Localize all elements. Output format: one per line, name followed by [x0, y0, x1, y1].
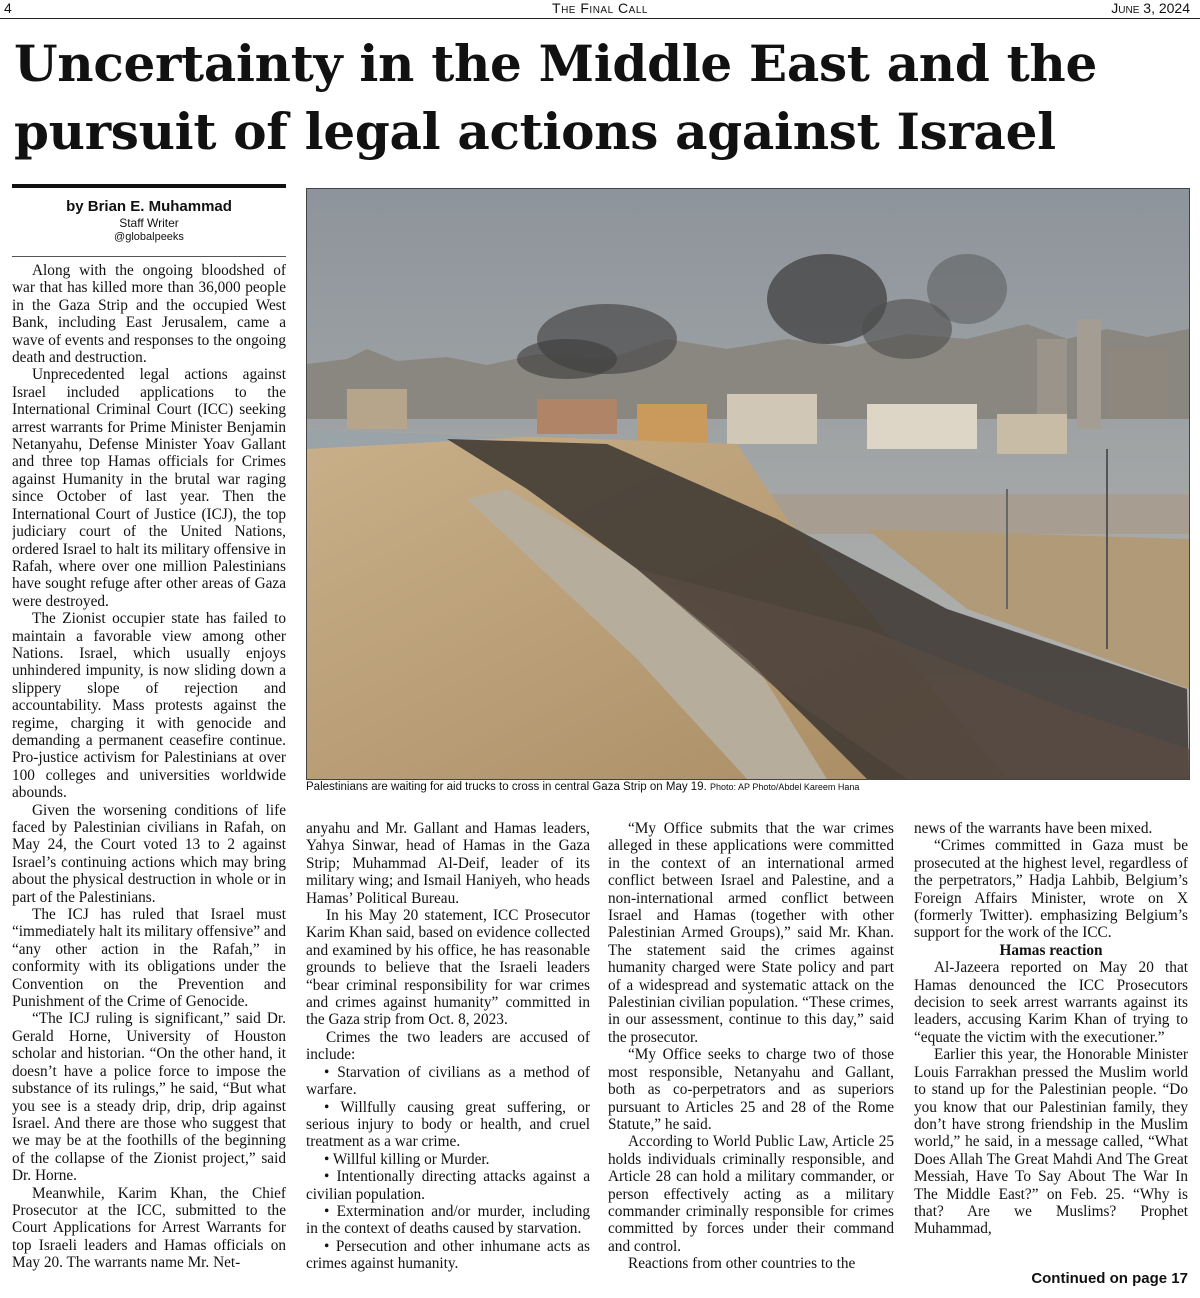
paragraph: Reactions from other countries to the — [628, 1255, 856, 1273]
page-number: 4 — [4, 0, 12, 16]
list-item: • Starvation of civilians as a method of warfare. — [306, 1063, 590, 1099]
paragraph: According to World Public Law, Article 25 holds individuals criminally responsible, and Article 28 can hold a military commander, or person effectively acting as a military commander criminally responsible for crimes committed by forces under their command and control. — [608, 1133, 894, 1255]
author-role: Staff Writer — [119, 216, 179, 230]
paragraph: Earlier this year, the Honorable Minister Louis Farrakhan pressed the Muslim world to stand up for the Palestinian people. “Do you know that our Palestinian family, they don’t have strong friendship in the Muslim world,” he said, in a message called, “What Does Allah The Great Mahdi And The Great Messiah, Have To Say About The War In The Middle East?” on Feb. 25. “Why is that? Are we Muslims? Prophet Muhammad, — [914, 1046, 1188, 1238]
list-item: • Persecution and other inhumane acts as crimes against humanity. — [306, 1237, 590, 1273]
photo-caption — [306, 781, 1188, 793]
photo-credit: Photo: AP Photo/Abdel Kareem Hana — [709, 782, 860, 792]
article-column-1 — [12, 262, 286, 1292]
list-item: • Extermination and/or murder, including in the context of deaths caused by starvation. — [306, 1202, 590, 1238]
paragraph: The Zionist occupier state has failed to maintain a favorable view among other Nations. Israel, which usually enjoys unhindered impunity, is now sliding down a slippery slope of rejection and accountability. Mass protests against the regime, charging it with genocide and demanding a permanent ceasefire continue. Pro-justice activism for Palestinians at over 100 colleges and universities worldwide abounds. — [12, 610, 286, 802]
paragraph: Given the worsening conditions of life faced by Palestinian civilians in Rafah, on May 24, the Court voted 13 to 2 against Israel’s continuing actions which may bring about the physical destruction in whole or in part of the Palestinians. — [12, 801, 286, 906]
paragraph: Al-Jazeera reported on May 20 that Hamas denounced the ICC Prosecutors decision to seek arrest warrants against its leaders, accusing Karim Khan of trying to “equate the victim with the executioner.” — [914, 959, 1188, 1046]
list-item: • Willful killing or Murder. — [324, 1150, 490, 1168]
subheading: Hamas reaction — [999, 941, 1103, 959]
caption-text: Palestinians are waiting for aid trucks to cross in central Gaza Strip on May 19. — [306, 781, 707, 793]
author-name: by Brian E. Muhammad — [66, 198, 232, 215]
news-photo — [306, 188, 1190, 780]
paragraph: “My Office submits that the war crimes alleged in these applications were committed in the context of an international armed conflict between Israel and Palestine, and a non-international armed conflict between Israel and Hamas (together with other Palestinian Armed Groups),” said Mr. Khan. The statement said the crimes against humanity charged were State policy and part of a widespread and systematic attack on the Palestinian civilian population. “These crimes, in our assessment, continue to this day,” said the prosecutor. — [608, 820, 894, 1046]
paragraph: Unprecedented legal actions against Israel included applications to the International Criminal Court (ICC) seeking arrest warrants for Prime Minister Benjamin Netanyahu, Defense Minister Yoav Gallant and three top Hamas officials for Crimes against Humanity in the brutal war raging since October of last year. Then the International Court of Justice (ICJ), the top judiciary court of the United Nations, ordered Israel to halt its military offensive in Rafah, where over one million Palestinians have sought refuge after other areas of Gaza were destroyed. — [12, 366, 286, 610]
article-column-2 — [306, 820, 590, 1290]
paragraph: The ICJ has ruled that Israel must “immediately halt its military offensive” and “any other action in the Rafah,” in conformity with its obligations under the Convention on the Prevention and Punishment of the Crime of Genocide. — [12, 906, 286, 1011]
list-item: • Willfully causing great suffering, or serious injury to body or health, and cruel treatment as a war crime. — [306, 1098, 590, 1151]
paragraph: Crimes the two leaders are accused of include: — [306, 1028, 590, 1064]
headline: Uncertainty in the Middle East and the pursuit of legal actions against Israel — [14, 34, 1097, 161]
byline — [12, 184, 286, 257]
paragraph: anyahu and Mr. Gallant and Hamas leaders, Yahya Sinwar, head of Hamas in the Gaza Strip; Muhammad Al-Deif, leader of its military wing; and Ismail Haniyeh, who heads Hamas’ Political Bureau. — [306, 820, 590, 907]
paragraph: Meanwhile, Karim Khan, the Chief Prosecutor at the ICC, submitted to the Court Applications for Arrest Warrants for top Israeli leaders and Hamas officials on May 20. The warrants name Mr. Net- — [12, 1184, 286, 1272]
paragraph: “Crimes committed in Gaza must be prosecuted at the highest level, regardless of the perpetrators,” Hadja Lahbib, Belgium’s Foreign Affairs Minister, wrote on X (formerly Twitter). emphasizing Belgium’s support for the work of the ICC. — [914, 837, 1188, 942]
paragraph: “The ICJ ruling is significant,” said Dr. Gerald Horne, University of Houston scholar and historian. “On the other hand, it doesn’t have a police force to impose the substance of its rulings,” he said, “But what you see is a steady drip, drip, drip against Israel. And there are those who suggest that we may be at the foothills of the beginning of the collapse of the Zionist project,” said Dr. Horne. — [12, 1010, 286, 1185]
list-item: • Intentionally directing attacks against a civilian population. — [306, 1168, 590, 1203]
article-column-4 — [914, 820, 1188, 1270]
page-header — [0, 0, 1200, 19]
gaza-crowd-photo-illustration — [307, 189, 1189, 779]
publication-name: The Final Call — [552, 0, 648, 16]
paragraph: news of the warrants have been mixed. — [914, 820, 1153, 837]
article-column-3 — [608, 820, 894, 1290]
paragraph: “My Office seeks to charge two of those most responsible, Netanyahu and Gallant, both as co-perpetrators and as superiors pursuant to Articles 25 and 28 of the Rome Statute,” he said. — [608, 1046, 894, 1133]
continued-link[interactable]: Continued on page 17 — [1031, 1270, 1188, 1287]
issue-date: June 3, 2024 — [1111, 0, 1190, 16]
paragraph: In his May 20 statement, ICC Prosecutor Karim Khan said, based on evidence collected and examined by his office, he has reasonable grounds to believe that the Israeli leaders “bear criminal responsibility for war crimes and crimes against humanity” committed in the Gaza strip from Oct. 8, 2023. — [306, 907, 590, 1029]
paragraph: Along with the ongoing bloodshed of war that has killed more than 36,000 people in the Gaza Strip and the occupied West Bank, including East Jerusalem, came a wave of events and responses to the ongoing death and destruction. — [12, 262, 286, 367]
author-handle: @globalpeeks — [114, 231, 184, 243]
